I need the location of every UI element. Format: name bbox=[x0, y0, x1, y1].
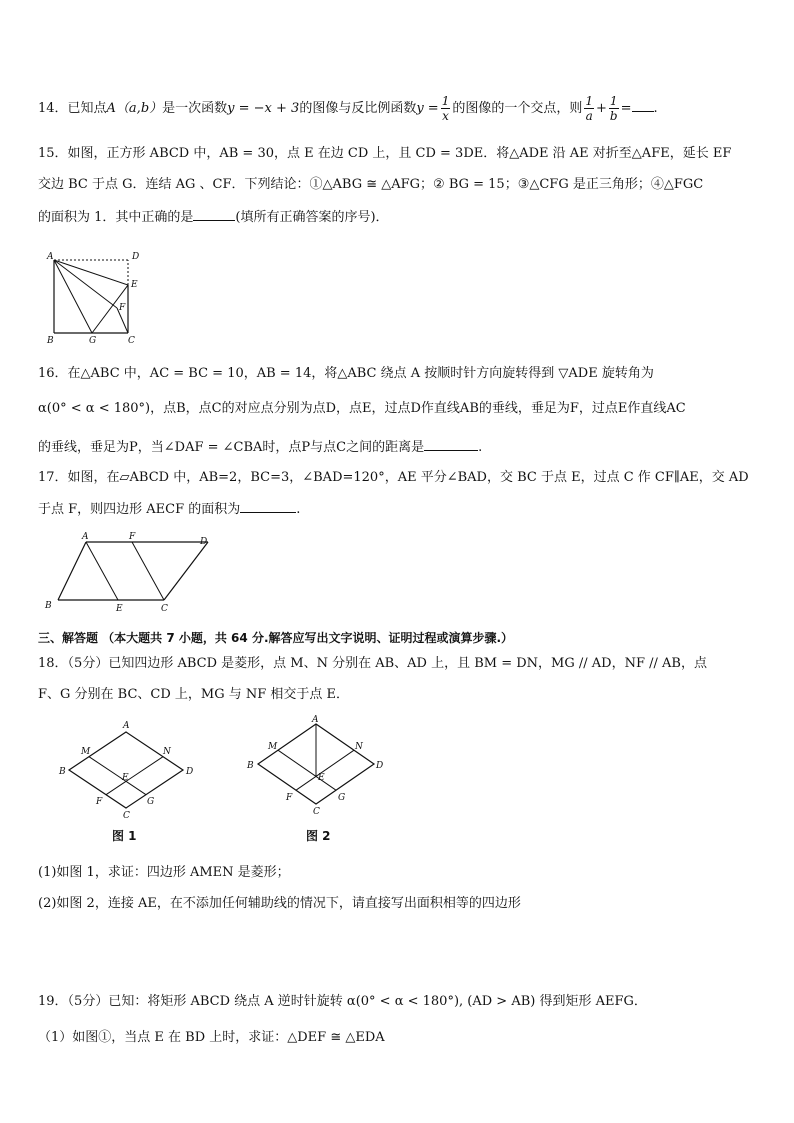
q17-period: . bbox=[296, 502, 301, 517]
q14-inverse-function-lhs: y = bbox=[416, 101, 439, 116]
fig2-label-M: M bbox=[268, 742, 278, 752]
q14-plus: + bbox=[596, 101, 607, 116]
question-18-part-2: (2)如图 2，连接 AE，在不添加任何辅助线的情况下，请直接写出面积相等的四边形 bbox=[38, 896, 521, 911]
q14-prefix: 14．已知点 bbox=[38, 101, 107, 116]
q14-inverse-fraction: $\frac{1}{x}$ bbox=[441, 94, 450, 123]
fig2-caption: 图 2 bbox=[306, 829, 331, 843]
fig1-label-F: F bbox=[96, 797, 103, 807]
q15-label-G: G bbox=[89, 336, 97, 345]
fig2-label-D: D bbox=[376, 761, 384, 771]
q17-label-D: D bbox=[200, 537, 208, 547]
question-18-line-2: F、G 分别在 BC、CD 上，MG 与 NF 相交于点 E． bbox=[38, 687, 350, 702]
q14-point: A（a,b） bbox=[106, 101, 163, 116]
q16-text: 的垂线，垂足为P，当∠DAF = ∠CBA时，点P与点C之间的距离是 bbox=[38, 440, 425, 455]
q14-text3: 的图像的一个交点，则 bbox=[452, 101, 583, 116]
fig1-label-M: M bbox=[81, 747, 91, 757]
q17-label-E: E bbox=[116, 604, 123, 614]
q18-figure-1 bbox=[55, 718, 205, 843]
q15-text: 的面积为 1．其中正确的是 bbox=[38, 210, 194, 225]
q17-answer-blank bbox=[240, 499, 296, 513]
q15-label-C: C bbox=[128, 336, 135, 345]
section-3-heading: 三、解答题 （本大题共 7 小题，共 64 分.解答应写出文字说明、证明过程或演算步骤.） bbox=[38, 631, 514, 645]
question-15-line-3 bbox=[38, 207, 389, 227]
q14-fraction-1-over-b: $\frac{1}{b}$ bbox=[609, 94, 618, 123]
question-19-line-1: 19．（5分）已知：将矩形 ABCD 绕点 A 逆时针旋转 α(0° < α < 180°), (AD > AB) 得到矩形 AEFG． bbox=[38, 994, 647, 1009]
q14-equals: = bbox=[620, 101, 632, 116]
fig1-label-A: A bbox=[123, 721, 130, 731]
q14-text1: 是一次函数 bbox=[162, 101, 228, 116]
question-16-line-2: α(0° < α < 180°)，点B，点C的对应点分别为点D，点E，过点D作直线AB的垂线，垂足为F，过点E作直线AC bbox=[38, 401, 686, 416]
fig1-label-G: G bbox=[147, 797, 155, 807]
question-18-line-1: 18．（5分）已知四边形 ABCD 是菱形，点 M、N 分别在 AB、AD 上，且 BM = DN，MG // AD，NF // AB，点 bbox=[38, 656, 707, 671]
fig1-label-B: B bbox=[59, 767, 66, 777]
q15-label-B: B bbox=[47, 336, 54, 345]
fig1-caption: 图 1 bbox=[112, 829, 137, 843]
fig1-label-D: D bbox=[186, 767, 194, 777]
fig2-label-N: N bbox=[355, 742, 363, 752]
q15-note: (填所有正确答案的序号)． bbox=[235, 210, 389, 225]
question-18-part-1: (1)如图 1，求证：四边形 AMEN 是菱形； bbox=[38, 865, 290, 880]
fig1-label-E: E bbox=[122, 773, 129, 783]
question-19-part-1: （1）如图①，当点 E 在 BD 上时，求证：△DEF ≅ △EDA bbox=[38, 1030, 385, 1045]
q14-answer-blank bbox=[632, 98, 654, 112]
q17-label-A: A bbox=[82, 532, 89, 542]
fig2-label-C: C bbox=[313, 807, 320, 817]
q15-label-D: D bbox=[132, 252, 140, 262]
q16-answer-blank bbox=[424, 437, 478, 451]
q14-fraction-1-over-a: $\frac{1}{a}$ bbox=[585, 94, 593, 123]
fig2-label-F: F bbox=[286, 793, 293, 803]
q17-label-F: F bbox=[129, 532, 136, 542]
fig2-label-A: A bbox=[312, 715, 319, 725]
q15-label-F: F bbox=[119, 303, 126, 313]
q14-linear-function: y = −x + 3 bbox=[227, 101, 300, 116]
question-15-line-1: 15．如图，正方形 ABCD 中，AB = 30，点 E 在边 CD 上，且 CD = 3DE．将△ADE 沿 AE 对折至△AFE，延长 EF bbox=[38, 146, 732, 161]
question-16-line-3 bbox=[38, 437, 482, 457]
question-17-line-1: 17．如图，在▱ABCD 中，AB=2，BC=3，∠BAD=120°，AE 平分∠BAD，交 BC 于点 E，过点 C 作 CF∥AE，交 AD bbox=[38, 470, 749, 485]
q17-label-C: C bbox=[161, 604, 168, 614]
q17-label-B: B bbox=[45, 601, 52, 611]
q15-answer-blank bbox=[193, 207, 235, 221]
q15-label-A: A bbox=[47, 252, 54, 262]
q15-label-E: E bbox=[131, 280, 138, 290]
question-16-line-1: 16．在△ABC 中，AC = BC = 10，AB = 14，将△ABC 绕点 A 按顺时针方向旋转得到 ▽ADE 旋转角为 bbox=[38, 366, 654, 381]
q17-text: 于点 F，则四边形 AECF 的面积为 bbox=[38, 502, 241, 517]
question-15-line-2: 交边 BC 于点 G．连结 AG 、CF．下列结论：①△ABG ≅ △AFG；② BG = 15；③△CFG 是正三角形；④△FGC bbox=[38, 177, 704, 192]
q14-period: . bbox=[653, 101, 658, 116]
fig1-label-N: N bbox=[163, 747, 171, 757]
fig2-label-E: E bbox=[318, 773, 325, 783]
q17-parallelogram-figure bbox=[40, 530, 220, 616]
q16-period: . bbox=[478, 440, 483, 455]
q18-figure-2 bbox=[238, 712, 388, 844]
fig1-label-C: C bbox=[123, 811, 130, 821]
q14-text2: 的图像与反比例函数 bbox=[299, 101, 417, 116]
fig2-label-B: B bbox=[247, 761, 254, 771]
question-17-line-2 bbox=[38, 499, 300, 519]
question-14 bbox=[38, 94, 658, 123]
q15-square-figure bbox=[44, 250, 154, 345]
fig2-label-G: G bbox=[338, 793, 346, 803]
